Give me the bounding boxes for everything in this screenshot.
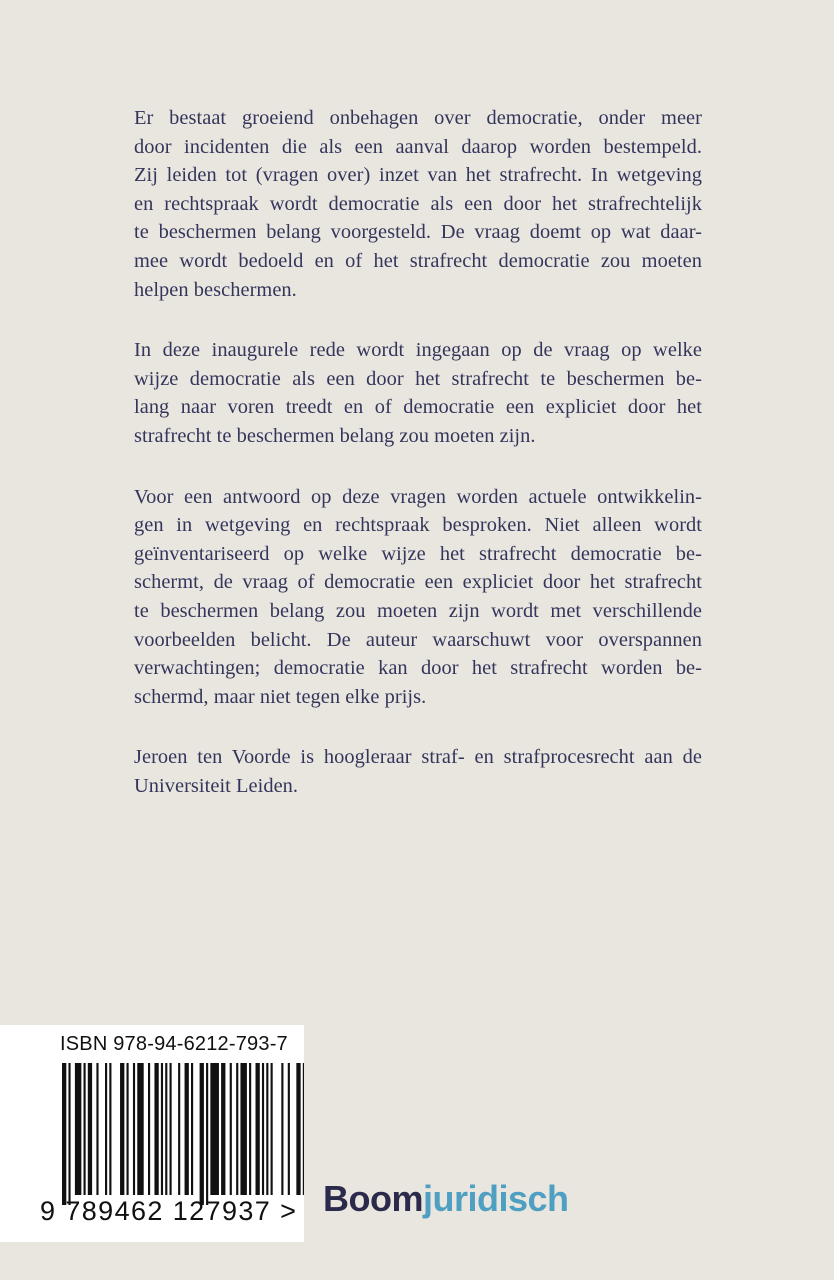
author-bio (134, 743, 702, 800)
barcode-bar (154, 1063, 158, 1195)
paragraph-1 (134, 104, 702, 304)
text-line: In deze inaugurele rede wordt ingegaan op de vraag op welke (134, 339, 702, 362)
text-line: Er bestaat groeiend onbehagen over democratie, onder meer (134, 107, 702, 129)
barcode-bar (137, 1063, 143, 1195)
barcode-bar (266, 1063, 268, 1195)
paragraph-3 (134, 483, 702, 712)
barcode-bar (200, 1063, 204, 1205)
text-line: gen in wetgeving en rechtspraak besproken. Niet alleen wordt (134, 514, 702, 537)
paragraph-2 (134, 336, 702, 450)
publisher-logo (323, 1178, 569, 1220)
barcode-bar (271, 1063, 273, 1195)
barcode-bar (230, 1063, 232, 1195)
barcode-bar (206, 1063, 208, 1205)
barcode-bar (96, 1063, 98, 1195)
barcode-bar (84, 1063, 86, 1195)
barcode-bar (178, 1063, 180, 1195)
back-cover-text (134, 104, 702, 832)
text-line: Jeroen ten Voorde is hoogleraar straf- en strafprocesrecht aan de (134, 746, 702, 769)
barcode-bar (210, 1063, 219, 1195)
text-line: verwachtingen; democratie kan door het strafrecht worden be- (134, 657, 702, 680)
text-line: schermd, maar niet tegen elke prijs. (134, 685, 427, 708)
barcode-bar (148, 1063, 150, 1195)
barcode-bar (68, 1063, 70, 1205)
barcode-bar (165, 1063, 167, 1195)
barcode-bar (236, 1063, 238, 1195)
barcode-panel (0, 1025, 304, 1242)
text-line: en rechtspraak wordt democratie als een door het strafrechtelijk (134, 192, 702, 215)
barcode-bar (170, 1063, 172, 1195)
text-line: Zij leiden tot (vragen over) inzet van het strafrecht. In wetgeving (134, 164, 702, 187)
text-line: schermt, de vraag of democratie een expliciet door het strafrecht (134, 571, 702, 594)
text-line: mee wordt bedoeld en of het strafrecht democratie zou moeten (134, 249, 702, 272)
text-line: lang naar voren treedt en of democratie een expliciet door het (134, 396, 702, 419)
text-line: voorbeelden belicht. De auteur waarschuwt voor overspannen (134, 628, 702, 651)
barcode-bar (120, 1063, 124, 1195)
barcode-bar (62, 1063, 66, 1205)
barcode-bar (105, 1063, 107, 1195)
text-line: wijze democratie als een door het strafrecht te beschermen be- (134, 367, 702, 390)
barcode-bar (75, 1063, 81, 1195)
isbn-label: ISBN 978-94-6212-793-7 (60, 1033, 288, 1055)
barcode-bar (303, 1063, 304, 1195)
barcode-bar (88, 1063, 92, 1195)
text-line: te beschermen belang voorgesteld. De vraag doemt op wat daar- (134, 221, 702, 244)
barcode-bar (256, 1063, 260, 1195)
barcode-bar (161, 1063, 163, 1195)
barcode-bar (191, 1063, 193, 1195)
barcode-bar (127, 1063, 129, 1195)
text-line: te beschermen belang zou moeten zijn wordt met verschillende (134, 599, 702, 622)
text-line: door incidenten die als een aanval daarop worden bestempeld. (134, 135, 702, 158)
text-line: helpen beschermen. (134, 278, 297, 301)
barcode-bar (281, 1063, 283, 1195)
barcode-bar (133, 1063, 135, 1195)
barcode-bar (249, 1063, 251, 1195)
barcode-bar (185, 1063, 189, 1195)
text-line: Universiteit Leiden. (134, 774, 299, 797)
publisher-logo-boom: Boom (323, 1178, 423, 1219)
barcode-bar (221, 1063, 225, 1195)
barcode-bar (109, 1063, 111, 1195)
barcode-digits: 9 789462 127937 > (40, 1196, 298, 1226)
text-line: Voor een antwoord op deze vragen worden actuele ontwikkelin- (134, 485, 702, 508)
barcode-bar (240, 1063, 246, 1195)
text-line: strafrecht te beschermen belang zou moeten zijn. (134, 424, 536, 447)
barcode-bar (262, 1063, 264, 1195)
text-line: geïnventariseerd op welke wijze het strafrecht democratie be- (134, 542, 702, 565)
barcode-bar (288, 1063, 290, 1195)
barcode-bar (296, 1063, 300, 1195)
publisher-logo-juridisch: juridisch (423, 1178, 569, 1219)
